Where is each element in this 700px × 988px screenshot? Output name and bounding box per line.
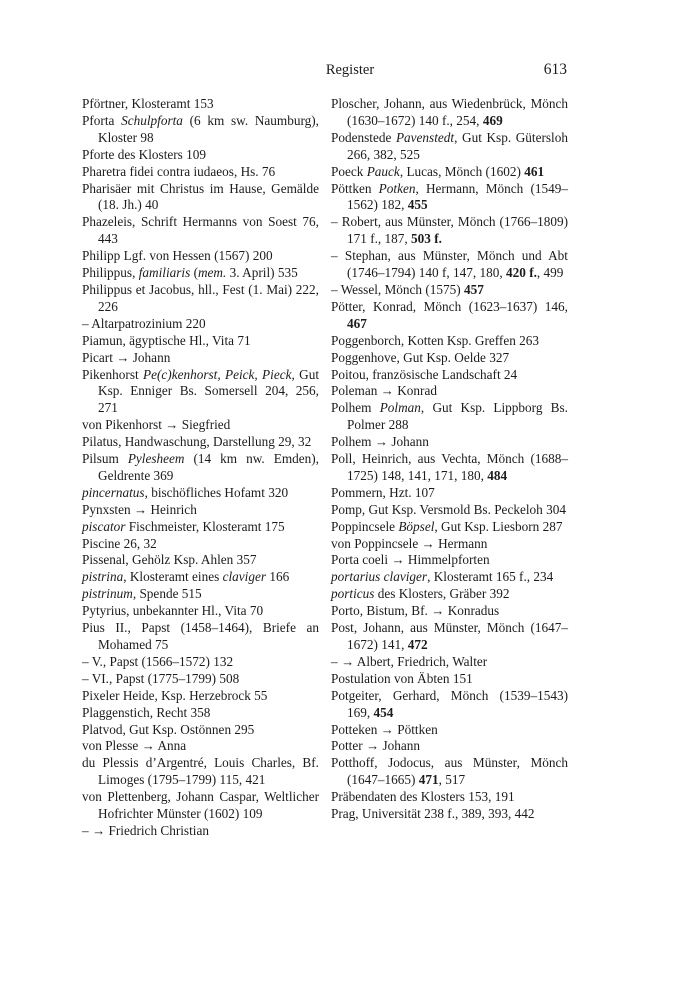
index-entry-segment: Post, Johann, aus Münster, Mönch (1647–1672) 141, xyxy=(331,620,568,652)
index-entry-segment: Fischmeister, Klosteramt 175 xyxy=(125,518,285,534)
index-entry-segment: von Plesse → Anna xyxy=(82,738,187,754)
index-entry-segment: 166 xyxy=(266,569,290,585)
index-entry-segment: von Pikenhorst → Siegfried xyxy=(82,417,231,433)
index-entry-segment: Polhem xyxy=(331,400,380,416)
index-column-right xyxy=(331,96,568,823)
index-entry xyxy=(82,96,319,113)
index-entry-segment: , Klosteramt eines xyxy=(123,569,223,585)
index-entry-segment: – Wessel, Mönch (1575) xyxy=(331,281,465,297)
index-entry xyxy=(331,620,568,654)
index-entry-segment: Pius II., Papst (1458–1464), Briefe an Mohamed 75 xyxy=(82,620,319,652)
index-entry-segment: – Robert, aus Münster, Mönch (1766–1809) 171 f., 187, xyxy=(331,214,568,247)
index-entry-segment: Pylesheem xyxy=(127,451,185,467)
index-entry-segment: Poeck xyxy=(331,163,367,179)
index-entry xyxy=(331,248,568,282)
index-entry xyxy=(331,282,568,299)
index-entry-segment: Pharetra fidei contra iudaeos, Hs. 76 xyxy=(82,163,276,179)
index-entry xyxy=(331,722,568,739)
index-entry xyxy=(331,350,568,367)
index-entry xyxy=(82,147,319,164)
index-entry-segment: (6 km sw. Naumburg), Kloster 98 xyxy=(98,112,319,145)
index-entry xyxy=(331,654,568,671)
index-entry-segment: – → Friedrich Christian xyxy=(82,822,209,838)
index-entry-segment: ( xyxy=(190,265,198,281)
index-entry-segment: von Poppincsele → Hermann xyxy=(331,535,488,551)
index-entry xyxy=(82,586,319,603)
index-entry xyxy=(82,552,319,569)
index-entry xyxy=(82,789,319,823)
index-entry-segment: Poitou, französische Landschaft 24 xyxy=(331,366,518,382)
index-entry xyxy=(331,586,568,603)
index-entry-segment: Philipp Lgf. von Hessen (1567) 200 xyxy=(82,248,273,264)
index-entry-segment: Pomp, Gut Ksp. Versmold Bs. Peckeloh 304 xyxy=(331,501,566,517)
running-header-title: Register xyxy=(325,62,375,78)
index-entry-segment: Pixeler Heide, Ksp. Herzebrock 55 xyxy=(82,687,268,703)
index-entry xyxy=(331,434,568,451)
index-entry xyxy=(331,738,568,755)
index-entry-segment: pistrinum xyxy=(82,586,133,602)
index-entry-segment: Pe(c)kenhorst, Peick, Pieck xyxy=(143,366,292,382)
index-entry xyxy=(82,113,319,147)
index-entry xyxy=(82,671,319,688)
index-entry-segment: claviger xyxy=(222,569,267,585)
index-entry xyxy=(331,755,568,789)
index-entry-segment: pincernatus xyxy=(82,484,145,500)
index-entry xyxy=(82,705,319,722)
index-entry xyxy=(82,755,319,789)
index-entry-segment: Piscine 26, 32 xyxy=(82,535,157,551)
index-entry-segment: Pissenal, Gehölz Ksp. Ahlen 357 xyxy=(82,552,257,568)
index-entry-segment: Pilsum xyxy=(82,451,128,467)
index-entry-segment: Postulation von Äbten 151 xyxy=(331,670,473,686)
index-entry xyxy=(331,214,568,248)
index-entry xyxy=(331,789,568,806)
index-entry-segment: Poggenborch, Kotten Ksp. Greffen 263 xyxy=(331,332,540,348)
index-entry-segment: Pynxsten → Heinrich xyxy=(82,501,197,517)
index-entry xyxy=(82,248,319,265)
index-entry-segment: porticus xyxy=(331,586,375,602)
index-entry-segment: Potter → Johann xyxy=(331,738,421,754)
index-entry-segment: 454 xyxy=(373,704,394,720)
index-entry xyxy=(82,333,319,350)
index-entry-segment: Pförtner, Klosteramt 153 xyxy=(82,96,214,111)
index-entry-segment: Polhem → Johann xyxy=(331,434,429,450)
index-entry xyxy=(331,367,568,384)
index-entry-segment: , bischöfliches Hofamt 320 xyxy=(144,484,289,500)
index-entry xyxy=(82,434,319,451)
index-entry-segment: Schulpforta xyxy=(121,112,183,128)
index-entry-segment: von Plettenberg, Johann Caspar, Weltlicher Hofrichter Münster (1602) 109 xyxy=(82,789,319,822)
index-entry xyxy=(82,265,319,282)
index-entry-segment: Poppincsele xyxy=(331,518,399,534)
index-entry-segment: Piamun, ägyptische Hl., Vita 71 xyxy=(82,332,251,348)
index-entry-segment: Potthoff, Jodocus, aus Münster, Mönch (1647–1665) xyxy=(331,755,568,788)
index-entry xyxy=(82,738,319,755)
index-entry-segment: , Spende 515 xyxy=(132,586,202,602)
index-entry-segment: Pikenhorst xyxy=(82,366,144,382)
index-entry-segment: Platvod, Gut Ksp. Ostönnen 295 xyxy=(82,721,255,737)
index-entry-segment: Plaggenstich, Recht 358 xyxy=(82,704,211,720)
index-entry xyxy=(82,367,319,418)
index-entry xyxy=(82,316,319,333)
index-entry-segment: Pforta xyxy=(82,112,122,128)
index-entry xyxy=(82,451,319,485)
index-entry-segment: , Gut Ksp. Gütersloh 266, 382, 525 xyxy=(347,129,568,162)
index-entry-segment: 467 xyxy=(347,315,367,331)
index-entry-segment: , 499 xyxy=(536,265,564,281)
index-entry-segment: , Lucas, Mönch (1602) xyxy=(399,163,525,179)
index-entry-segment: , Gut Ksp. Lippborg Bs. Polmer 288 xyxy=(347,400,568,433)
index-entry-segment: 461 xyxy=(524,163,545,179)
index-entry-segment: Potken xyxy=(378,180,416,196)
index-entry xyxy=(82,823,319,840)
index-entry-segment: Poll, Heinrich, aus Vechta, Mönch (1688–1725) 148, 141, 171, 180, xyxy=(331,451,568,483)
index-entry-segment: Poleman → Konrad xyxy=(331,383,437,399)
index-entry-segment: pistrina xyxy=(82,569,124,585)
index-entry-segment: piscator xyxy=(82,518,126,534)
index-entry-segment: – VI., Papst (1775–1799) 508 xyxy=(82,670,240,686)
index-entry xyxy=(331,299,568,333)
index-column-left xyxy=(82,96,319,840)
index-entry-segment: Pforte des Klosters 109 xyxy=(82,146,207,162)
index-entry xyxy=(82,569,319,586)
index-entry xyxy=(331,333,568,350)
index-entry-segment: Ploscher, Johann, aus Wiedenbrück, Mönch (1630–1672) 140 f., 254, xyxy=(331,96,568,128)
index-entry xyxy=(331,130,568,164)
index-entry-segment: – V., Papst (1566–1572) 132 xyxy=(82,653,234,669)
index-entry-segment: , Gut Ksp. Liesborn 287 xyxy=(434,518,563,534)
index-entry xyxy=(82,722,319,739)
index-entry-segment: Pauck xyxy=(366,163,400,179)
index-entry xyxy=(82,485,319,502)
index-entry xyxy=(331,502,568,519)
index-entry xyxy=(82,350,319,367)
index-entry-segment: , 517 xyxy=(438,772,466,788)
index-entry xyxy=(82,603,319,620)
index-entry-segment: Präbendaten des Klosters 153, 191 xyxy=(331,789,515,805)
index-entry-segment: Pöttken xyxy=(331,180,379,196)
index-entry xyxy=(82,164,319,181)
index-entry-segment: Philippus et Jacobus, hll., Fest (1. Mai) 222, 226 xyxy=(82,281,319,314)
index-entry-segment: , Hermann, Mönch (1549–1562) 182, xyxy=(347,180,568,213)
index-entry-segment: Phazeleis, Schrift Hermanns von Soest 76, 443 xyxy=(82,214,319,247)
index-entry-segment: 455 xyxy=(407,197,428,213)
index-entry-segment: Podenstede xyxy=(331,129,396,145)
index-entry xyxy=(331,164,568,181)
index-entry-segment: Polman xyxy=(379,400,421,416)
index-entry xyxy=(82,519,319,536)
index-entry xyxy=(82,654,319,671)
index-entry xyxy=(331,806,568,823)
index-entry-segment: portarius claviger xyxy=(331,569,428,585)
index-entry xyxy=(331,671,568,688)
index-entry-segment: 457 xyxy=(464,281,484,297)
index-entry xyxy=(331,181,568,215)
index-entry-segment: 471 xyxy=(418,772,439,788)
index-entry-segment: Pavenstedt xyxy=(395,129,455,145)
index-entry xyxy=(331,485,568,502)
index-entry xyxy=(331,536,568,553)
index-entry-segment: 420 f. xyxy=(506,265,537,281)
index-entry xyxy=(82,181,319,215)
index-entry-segment: Pilatus, Handwaschung, Darstellung 29, 32 xyxy=(82,434,312,450)
index-entry-segment: Porto, Bistum, Bf. → Konradus xyxy=(331,603,500,619)
index-entry-segment: 3. April) 535 xyxy=(226,265,298,281)
index-entry-segment: du Plessis d’Argentré, Louis Charles, Bf. Limoges (1795–1799) 115, 421 xyxy=(82,755,319,788)
index-entry xyxy=(331,519,568,536)
index-entry-segment: Porta coeli → Himmelpforten xyxy=(331,552,490,568)
index-entry xyxy=(331,400,568,434)
index-entry-segment: Pytyrius, unbekannter Hl., Vita 70 xyxy=(82,603,264,619)
index-entry-segment: – Altarpatrozinium 220 xyxy=(82,315,206,331)
index-entry-segment: 484 xyxy=(487,467,508,483)
index-entry-segment: Philippus, xyxy=(82,265,139,281)
index-entry xyxy=(331,552,568,569)
index-entry-segment: des Klosters, Gräber 392 xyxy=(374,586,510,602)
index-entry-segment: 472 xyxy=(407,637,428,652)
index-entry-segment: 503 f. xyxy=(411,231,442,247)
index-entry xyxy=(331,383,568,400)
index-entry-segment: , Gut Ksp. Enniger Bs. Somersell 204, 256, 271 xyxy=(98,366,320,416)
index-entry-segment: Potgeiter, Gerhard, Mönch (1539–1543) 169, xyxy=(331,687,568,720)
index-entry-segment: – Stephan, aus Münster, Mönch und Abt (1746–1794) 140 f, 147, 180, xyxy=(331,248,568,281)
index-entry-segment: 469 xyxy=(482,112,503,128)
index-entry xyxy=(82,417,319,434)
index-entry-segment: familiaris xyxy=(138,265,191,281)
index-entry xyxy=(331,688,568,722)
index-entry-segment: , Klosteramt 165 f., 234 xyxy=(427,569,554,585)
index-entry-segment: Poggenhove, Gut Ksp. Oelde 327 xyxy=(331,349,510,365)
index-entry xyxy=(82,214,319,248)
index-entry-segment: – → Albert, Friedrich, Walter xyxy=(331,653,488,669)
index-entry-segment: Prag, Universität 238 f., 389, 393, 442 xyxy=(331,806,535,822)
index-entry-segment: Pharisäer mit Christus im Hause, Gemälde (18. Jh.) 40 xyxy=(82,180,319,213)
index-entry-segment: Pommern, Hzt. 107 xyxy=(331,484,435,500)
index-entry xyxy=(331,603,568,620)
index-entry xyxy=(82,282,319,316)
index-entry xyxy=(331,96,568,130)
index-entry-segment: Böpsel xyxy=(398,518,435,534)
index-entry xyxy=(331,451,568,485)
index-entry-segment: Potteken → Pöttken xyxy=(331,721,438,737)
index-entry-segment: mem. xyxy=(197,265,227,281)
page-number: 613 xyxy=(543,61,567,78)
index-entry xyxy=(82,620,319,654)
index-entry-segment: (14 km nw. Emden), Geldrente 369 xyxy=(98,451,319,483)
index-entry xyxy=(331,569,568,586)
index-entry xyxy=(82,536,319,553)
index-entry-segment: Picart → Johann xyxy=(82,349,171,365)
index-entry xyxy=(82,502,319,519)
index-entry xyxy=(82,688,319,705)
index-entry-segment: Pötter, Konrad, Mönch (1623–1637) 146, xyxy=(331,298,568,314)
